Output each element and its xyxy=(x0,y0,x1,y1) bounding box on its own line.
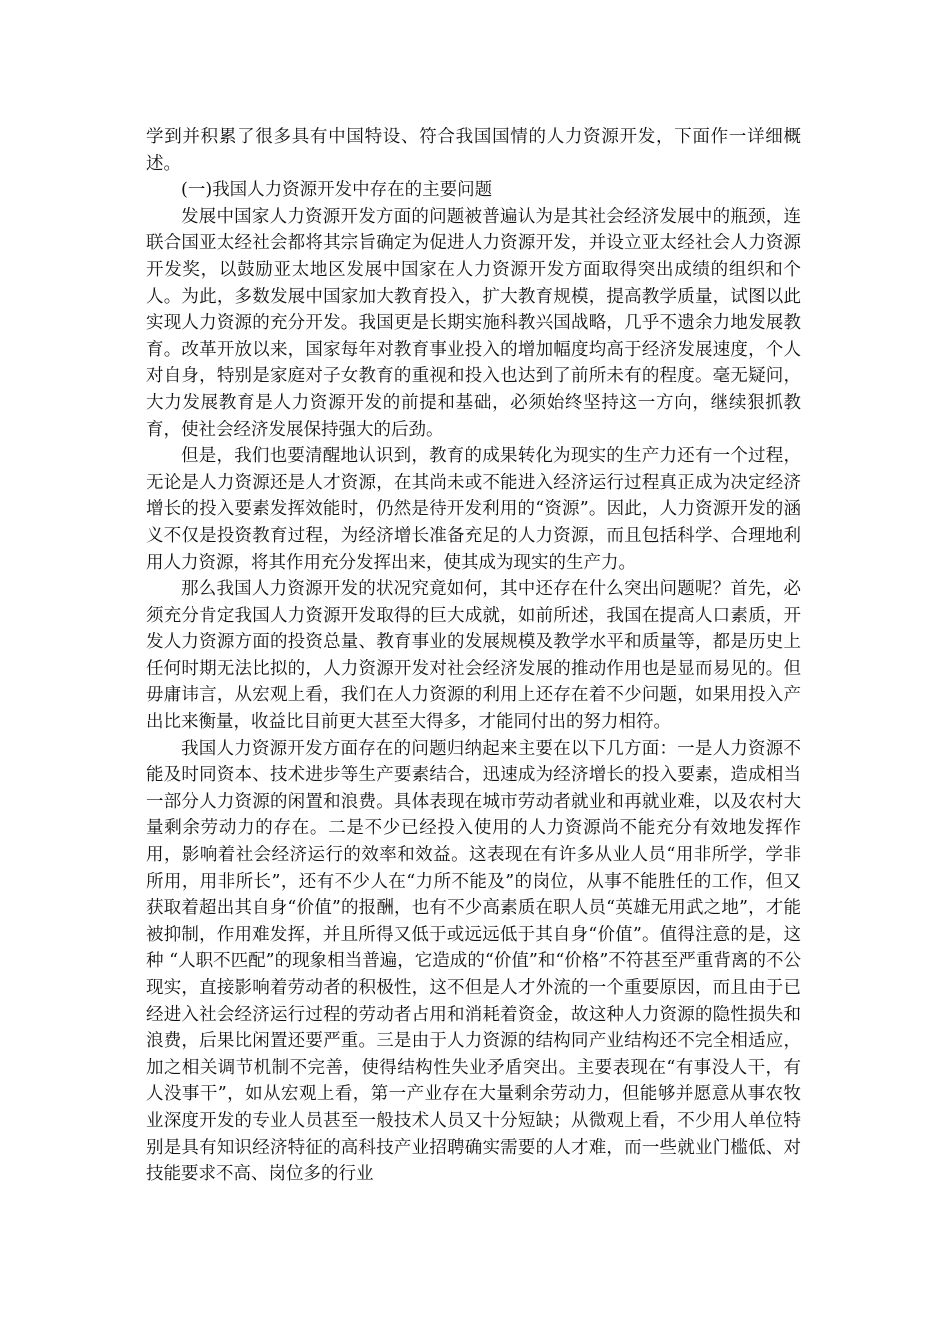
body-paragraph-2: 但是，我们也要清醒地认识到，教育的成果转化为现实的生产力还有一个过程，无论是人力资源还是人才资源，在其尚未或不能进入经济运行过程真正成为决定经济增长的投入要素发挥效能时，仍然是待开发利用的“资源”。因此，人力资源开发的涵义不仅是投资教育过程，为经济增长准备充足的人力资源，而且包括科学、合理地利用人力资源，将其作用充分发挥出来，使其成为现实的生产力。 xyxy=(146,446,801,573)
opening-paragraph: 学到并积累了很多具有中国特设、符合我国国情的人力资源开发，下面作一详细概述。 xyxy=(146,127,801,174)
section-heading: (一)我国人力资源开发中存在的主要问题 xyxy=(181,180,493,201)
body-paragraph-4: 我国人力资源开发方面存在的问题归纳起来主要在以下几方面：一是人力资源不能及时同资本、技术进步等生产要素结合，迅速成为经济增长的投入要素，造成相当一部分人力资源的闲置和浪费。具体表现在城市劳动者就业和再就业难，以及农村大量剩余劳动力的存在。二是不少已经投入使用的人力资源尚不能充分有效地发挥作用，影响着社会经济运行的效率和效益。这表现在有许多从业人员“用非所学，学非所用，用非所长”，还有不少人在“力所不能及”的岗位，从事不能胜任的工作，但又获取着超出其自身“价值”的报酬，也有不少高素质在职人员“英雄无用武之地”，才能被抑制，作用难发挥，并且所得又低于或远远低于其自身“价值”。值得注意的是，这种 “人职不匹配”的现象相当普遍，它造成的“价值”和“价格”不符甚至严重背离的不公现实，直接影响着劳动者的积极性，这不但是人才外流的一个重要原因，而且由于已经进入社会经济运行过程的劳动者占用和消耗着资金，故这种人力资源的隐性损失和浪费，后果比闲置还要严重。三是由于人力资源的结构同产业结构还不完全相适应，加之相关调节机制不完善，使得结构性失业矛盾突出。主要表现在“有事没人干，有人没事干”，如从宏观上看，第一产业存在大量剩余劳动力，但能够并愿意从事农牧业深度开发的专业人员甚至一般技术人员又十分短缺；从微观上看，不少用人单位特别是具有知识经济特征的高科技产业招聘确实需要的人才难，而一些就业门槛低、对技能要求不高、岗位多的行业 xyxy=(146,738,801,1185)
body-paragraph-1: 发展中国家人力资源开发方面的问题被普遍认为是其社会经济发展中的瓶颈，连联合国亚太经社会都将其宗旨确定为促进人力资源开发，并设立亚太经社会人力资源开发奖，以鼓励亚太地区发展中国家在人力资源开发方面取得突出成绩的组织和个人。为此，多数发展中国家加大教育投入，扩大教育规模，提高教学质量，试图以此实现人力资源的充分开发。我国更是长期实施科教兴国战略，几乎不遗余力地发展教育。改革开放以来，国家每年对教育事业投入的增加幅度均高于经济发展速度，个人对自身，特别是家庭对子女教育的重视和投入也达到了前所未有的程度。毫无疑问，大力发展教育是人力资源开发的前提和基础，必须始终坚持这一方向，继续狠抓教育，使社会经济发展保持强大的后劲。 xyxy=(146,206,801,440)
document-page xyxy=(146,124,801,1188)
body-paragraph-3: 那么我国人力资源开发的状况究竟如何，其中还存在什么突出问题呢？首先，必须充分肯定我国人力资源开发取得的巨大成就，如前所述，我国在提高人口素质，开发人力资源方面的投资总量、教育事业的发展规模及教学水平和质量等，都是历史上任何时期无法比拟的，人力资源开发对社会经济发展的推动作用也是显而易见的。但毋庸讳言，从宏观上看，我们在人力资源的利用上还存在着不少问题，如果用投入产出比来衡量，收益比目前更大甚至大得多，才能同付出的努力相符。 xyxy=(146,579,801,733)
